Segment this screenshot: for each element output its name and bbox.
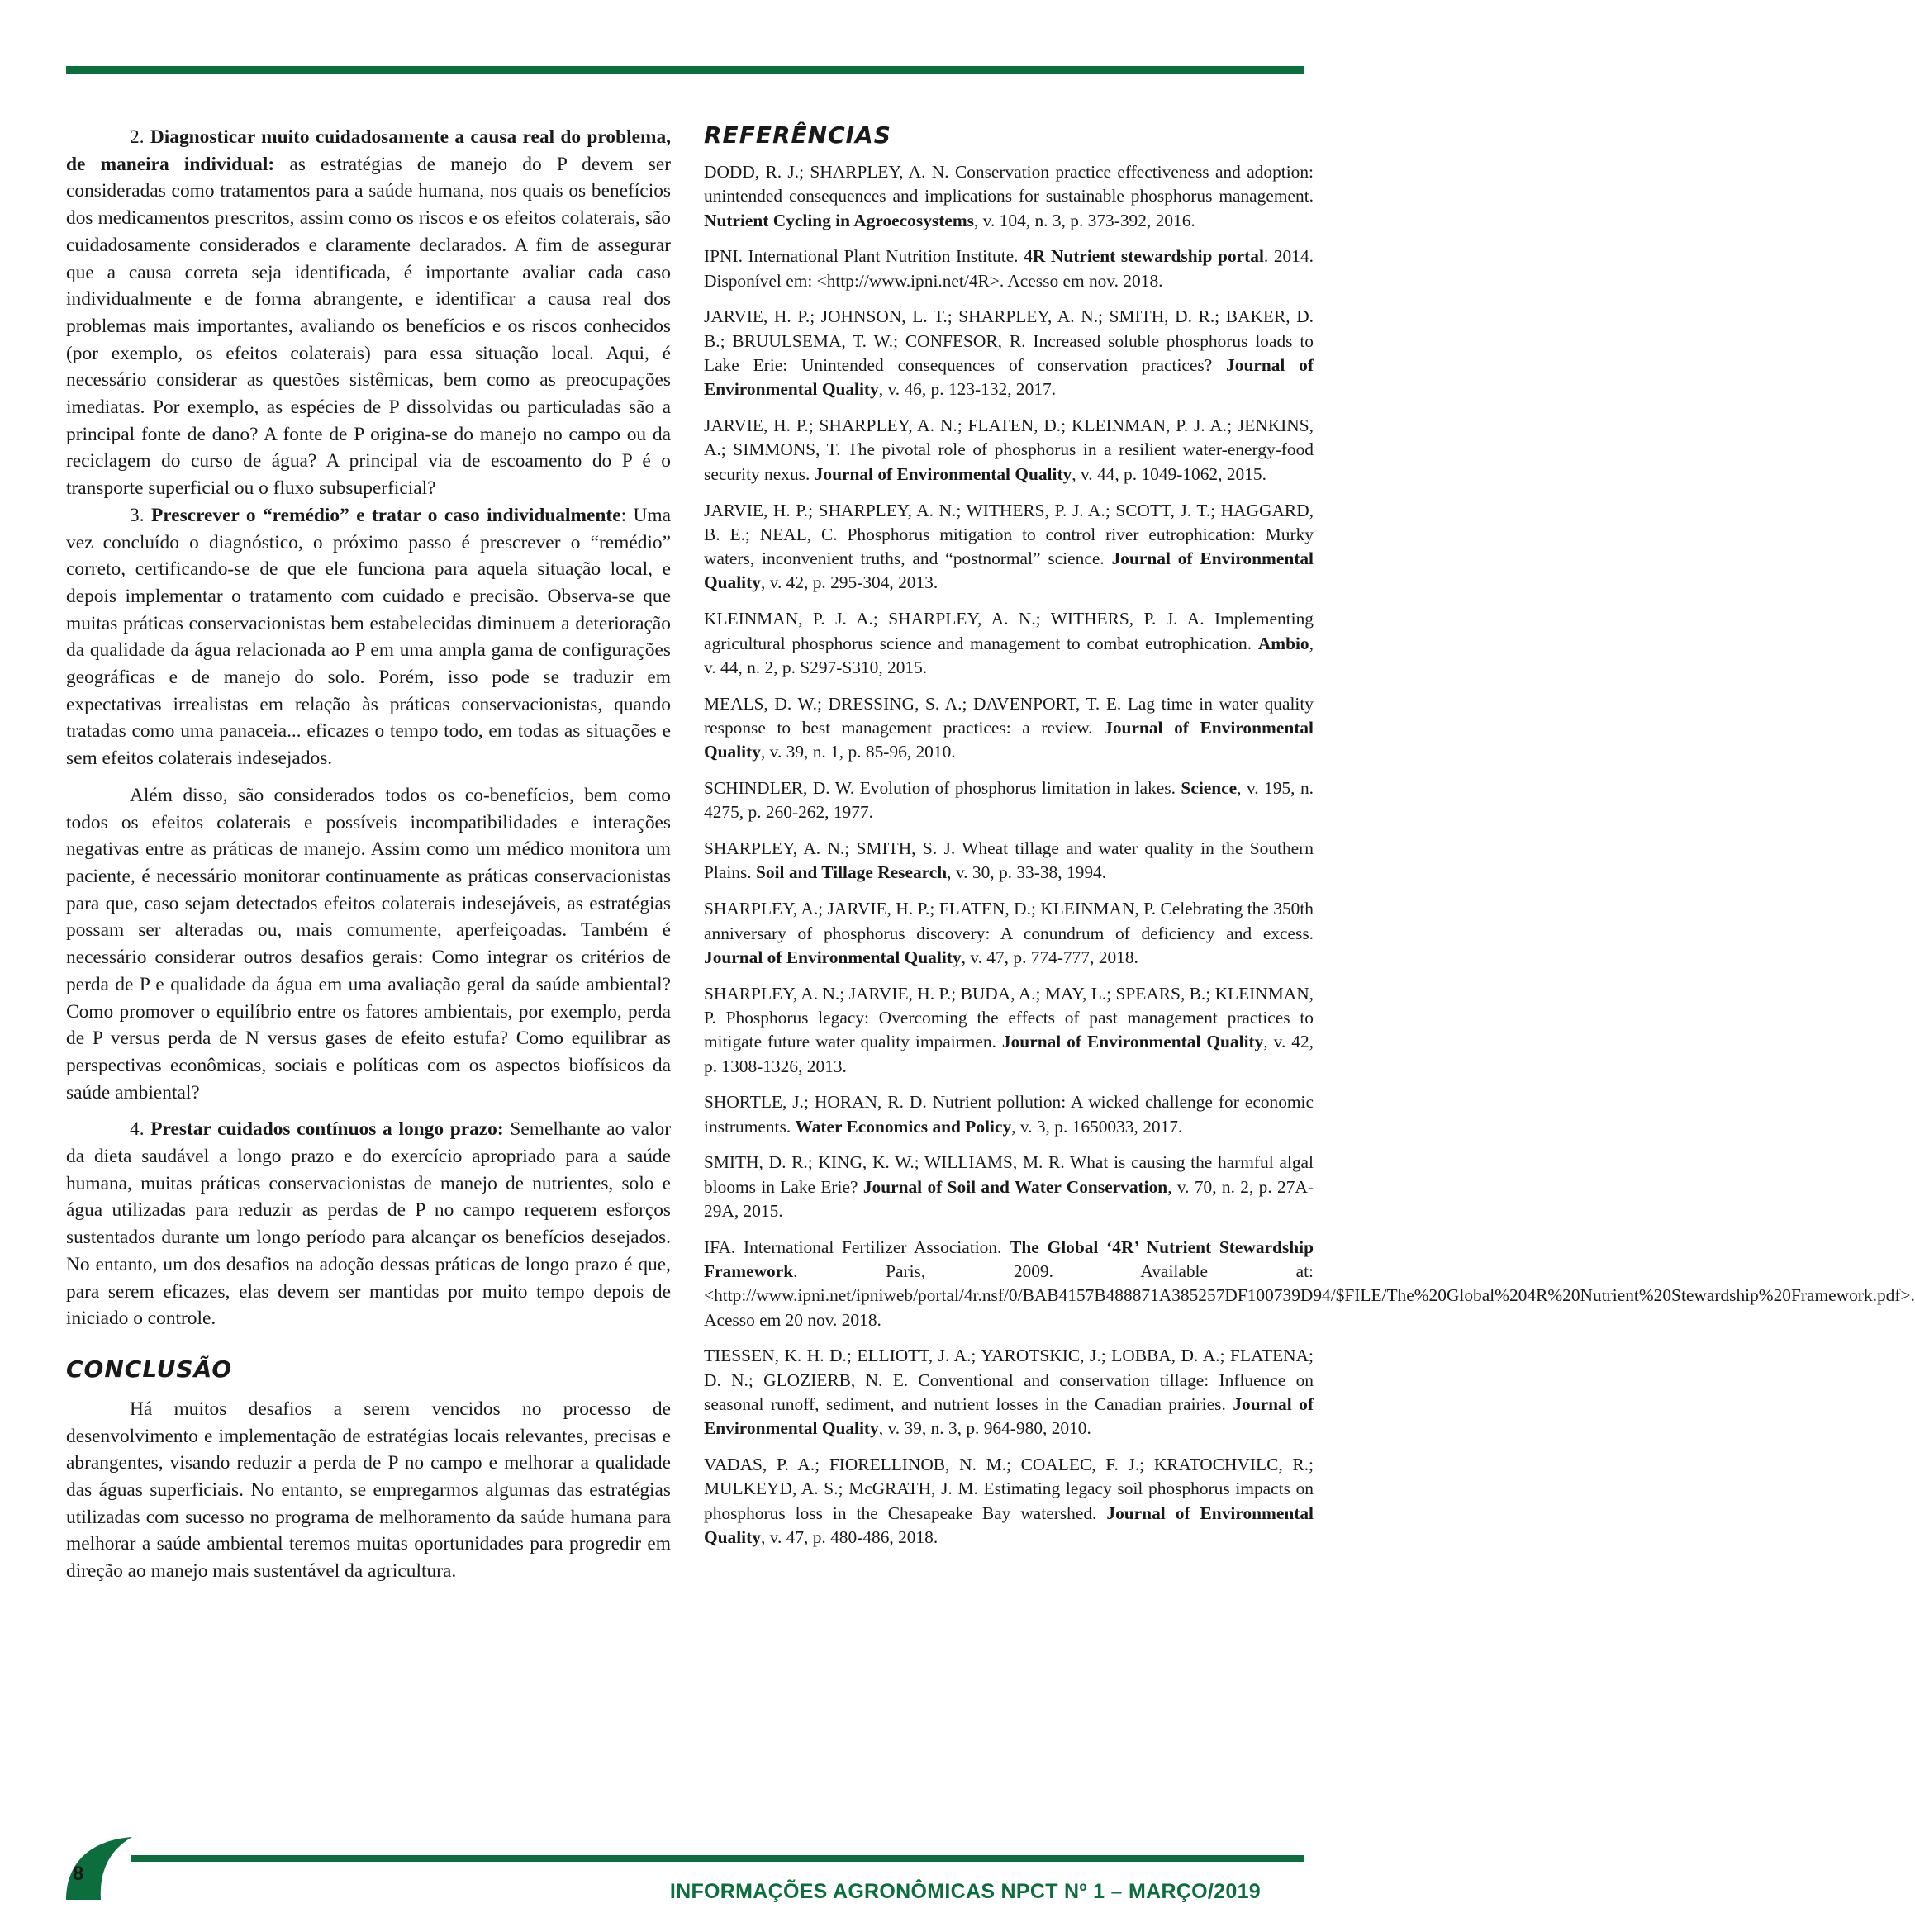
reference-item: MEALS, D. W.; DRESSING, S. A.; DAVENPORT, T. E. Lag time in water quality response to best management practices: a review. Journal of Environmental Quality, v. 39, n. 1, p. 85-96, 2010. (704, 693, 1314, 762)
reference-item: IPNI. International Plant Nutrition Institute. 4R Nutrient stewardship portal. 2014. Disponível em: <http://www.ipni.net/4R>. Acesso em nov. 2018. (704, 246, 1314, 291)
reference-source: Ambio (1257, 633, 1309, 653)
reference-item: TIESSEN, K. H. D.; ELLIOTT, J. A.; YAROTSKIC, J.; LOBBA, D. A.; FLATENA; D. N.; GLOZIERB, N. E. Conventional and conservation tillage: Influence on seasonal runoff, sediment, and nutrient losses in the Canadian prairies. Journal of Environmental Quality, v. 39, n. 3, p. 964-980, 2010. (704, 1346, 1314, 1439)
reference-source: Journal of Environmental Quality (1001, 1032, 1264, 1052)
reference-source: Journal of Environmental Quality (704, 548, 1314, 593)
reference-item: VADAS, P. A.; FIORELLINOB, N. M.; COALEC, F. J.; KRATOCHVILC, R.; MULKEYD, A. S.; McGRATH, J. M. Estimating legacy soil phosphorus impacts on phosphorus loss in the Chesapeake Bay watershed. Journal of Environmental Quality, v. 47, p. 480-486, 2018. (704, 1455, 1314, 1548)
reference-item: IFA. International Fertilizer Association. The Global ‘4R’ Nutrient Stewardship Framework. Paris, 2009. Available at: <http://www.ipni.net/ipniweb/portal/4r.nsf/0/BAB4157B488871A385257DF100739D94/$FILE/The%20Global%204R%20Nutrient%20Stewardship%20Framework.pdf>. Acesso em 20 nov. 2018. (704, 1237, 1915, 1330)
reference-source: Science (1181, 778, 1238, 799)
reference-source: Journal of Environmental Quality (704, 355, 1314, 400)
top-rule (66, 66, 1304, 74)
conclusion-title: CONCLUSÃO (66, 1355, 233, 1383)
reference-source: The Global ‘4R’ Nutrient Stewardship Framework (704, 1237, 1314, 1282)
reference-list (704, 160, 1915, 1550)
paragraph-heading: Prescrever o “remédio” e tratar o caso individualmente (150, 504, 621, 526)
paragraph-diagnose: 2. Diagnosticar muito cuidadosamente a causa real do problema, de maneira individual: as estratégias de manejo do P devem ser consideradas como tratamentos para a saúde humana, nos quais os benefícios dos medicamentos prescritos, assim como os riscos e os efeitos colaterais, são cuidadosamente considerados e claramente declarados. A fim de assegurar que a causa correta seja identificada, é importante avaliar cada caso individualmente e de forma abrangente, e identificar a causa real dos problemas mais importantes, avaliando os benefícios e os riscos conhecidos (por exemplo, os efeitos colaterais) para essa situação local. Aqui, é necessário considerar as questões sistêmicas, bem como as preocupações imediatas. Por exemplo, as espécies de P dissolvidas ou particuladas são a principal fonte de dano? A fonte de P origina-se do manejo no campo ou da reciclagem do curso de água? A principal via de escoamento do P é o transporte superficial ou o fluxo subsuperficial? (66, 126, 671, 500)
leaf-logo-icon (59, 1835, 135, 1901)
paragraph-heading: Prestar cuidados contínuos a longo prazo: (150, 1118, 504, 1141)
references-column (704, 121, 1915, 1562)
reference-source: Nutrient Cycling in Agroecosystems (704, 210, 974, 230)
reference-item: SCHINDLER, D. W. Evolution of phosphorus limitation in lakes. Science, v. 195, n. 4275, p. 260-262, 1977. (704, 778, 1314, 823)
reference-item: SMITH, D. R.; KING, K. W.; WILLIAMS, M. R. What is causing the harmful algal blooms in Lake Erie? Journal of Soil and Water Conservation, v. 70, n. 2, p. 27A-29A, 2015. (704, 1152, 1314, 1221)
reference-source: Journal of Environmental Quality (704, 717, 1314, 762)
paragraph-prescribe: 3. Prescrever o “remédio” e tratar o caso individualmente: Uma vez concluído o diagnóstico, o próximo passo é prescrever o “remédio” correto, certificando-se de que ele funciona para aquela situação local, e depois implementar o tratamento com cuidado e precisão. Observa-se que muitas práticas conservacionistas bem estabelecidas diminuem a deterioração da qualidade da água relacionada ao P em uma ampla gama de configurações geográficas e de manejo do solo. Porém, isso pode se traduzir em expectativas irrealistas em relação às práticas conservacionistas, quando tratadas como uma panaceia... eficazes o tempo todo, em todas as situações e sem efeitos colaterais indesejados. (66, 504, 671, 770)
paragraph-cobenefits: Além disso, são considerados todos os co-benefícios, bem como todos os efeitos colaterais e possíveis incompatibilidades e interações negativas entre as práticas de manejo. Assim como um médico monitora um paciente, é necessário monitorar continuamente as práticas conservacionistas para que, caso sejam detectados efeitos colaterais indesejáveis, as estratégias possam ser alteradas ou, mais comumente, aperfeiçoadas. Também é necessário considerar outros desafios gerais: Como integrar os critérios de perda de P e qualidade da água em uma avaliação geral da saúde ambiental? Como promover o equilíbrio entre os fatores ambientais, por exemplo, perda de P versus perda de N versus gases de efeito estufa? Como equilibrar as perspectivas econômicas, sociais e políticas com os aspectos biofísicos da saúde ambiental? (66, 784, 671, 1104)
reference-source: Water Economics and Policy (795, 1116, 1012, 1137)
reference-item: JARVIE, H. P.; SHARPLEY, A. N.; WITHERS, P. J. A.; SCOTT, J. T.; HAGGARD, B. E.; NEAL, C. Phosphorus mitigation to control river eutrophication: Murky waters, inconvenient truths, and “postnormal” science. Journal of Environmental Quality, v. 42, p. 295-304, 2013. (704, 500, 1314, 593)
paragraph-heading: Diagnosticar muito cuidadosamente a causa real do problema, de maneira individual: (66, 126, 671, 175)
reference-item: KLEINMAN, P. J. A.; SHARPLEY, A. N.; WITHERS, P. J. A. Implementing agricultural phosphorus science and management to combat eutrophication. Ambio, v. 44, n. 2, p. S297-S310, 2015. (704, 609, 1314, 677)
publication-footer: INFORMAÇÕES AGRONÔMICAS NPCT Nº 1 – MARÇO/2019 (669, 1880, 1261, 1903)
reference-item: DODD, R. J.; SHARPLEY, A. N. Conservation practice effectiveness and adoption: unintended consequences and implications for sustainable phosphorus management. Nutrient Cycling in Agroecosystems, v. 104, n. 3, p. 373-392, 2016. (704, 162, 1314, 230)
reference-item: SHARPLEY, A.; JARVIE, H. P.; FLATEN, D.; KLEINMAN, P. Celebrating the 350th anniversary of phosphorus discovery: A conundrum of deficiency and excess. Journal of Environmental Quality, v. 47, p. 774-777, 2018. (704, 899, 1314, 967)
page-number: 8 (73, 1863, 84, 1885)
reference-item: JARVIE, H. P.; JOHNSON, L. T.; SHARPLEY, A. N.; SMITH, D. R.; BAKER, D. B.; BRUULSEMA, T. W.; CONFESOR, R. Increased soluble phosphorus loads to Lake Erie: Unintended consequences of conservation practices? Journal of Environmental Quality, v. 46, p. 123-132, 2017. (704, 306, 1314, 400)
reference-item: SHARPLEY, A. N.; JARVIE, H. P.; BUDA, A.; MAY, L.; SPEARS, B.; KLEINMAN, P. Phosphorus legacy: Overcoming the effects of past management practices to mitigate future water quality impairmen. Journal of Environmental Quality, v. 42, p. 1308-1326, 2013. (704, 983, 1314, 1076)
bottom-rule (131, 1855, 1304, 1862)
reference-source: Journal of Environmental Quality (704, 1502, 1314, 1548)
left-column (66, 124, 671, 1585)
reference-source: Journal of Environmental Quality (704, 1394, 1314, 1439)
paragraph-long-term-care: 4. Prestar cuidados contínuos a longo prazo: Semelhante ao valor da dieta saudável a longo prazo e do exercício apropriado para a saúde humana, muitas práticas conservacionistas de manejo de nutrientes, solo e água utilizadas para reduzir as perdas de P no campo requerem esforços sustentados durante um longo período para alcançar os benefícios desejados. No entanto, um dos desafios na adoção dessas práticas de longo prazo é que, para serem eficazes, elas devem ser mantidas por muito tempo depois de iniciado o controle. (66, 1118, 671, 1330)
reference-source: Journal of Environmental Quality (704, 947, 962, 967)
reference-source: Journal of Environmental Quality (814, 463, 1072, 484)
reference-item: SHARPLEY, A. N.; SMITH, S. J. Wheat tillage and water quality in the Southern Plains. Soil and Tillage Research, v. 30, p. 33-38, 1994. (704, 838, 1314, 883)
reference-source: Journal of Soil and Water Conservation (862, 1176, 1168, 1197)
references-title: REFERÊNCIAS (704, 121, 891, 149)
conclusion-paragraph: Há muitos desafios a serem vencidos no processo de desenvolvimento e implementação de estratégias locais relevantes, precisas e abrangentes, visando reduzir a perda de P no campo e melhorar a qualidade das águas superficiais. No entanto, se empregarmos algumas das estratégias utilizadas com sucesso no programa de melhoramento da saúde humana para melhorar a saúde ambiental teremos muitas oportunidades para progredir em direção ao manejo mais sustentável da agricultura. (66, 1398, 671, 1583)
reference-source: 4R Nutrient stewardship portal (1024, 246, 1264, 267)
reference-item: SHORTLE, J.; HORAN, R. D. Nutrient pollution: A wicked challenge for economic instruments. Water Economics and Policy, v. 3, p. 1650033, 2017. (704, 1092, 1314, 1137)
reference-item: JARVIE, H. P.; SHARPLEY, A. N.; FLATEN, D.; KLEINMAN, P. J. A.; JENKINS, A.; SIMMONS, T. The pivotal role of phosphorus in a resilient water-energy-food security nexus. Journal of Environmental Quality, v. 44, p. 1049-1062, 2015. (704, 415, 1314, 484)
reference-source: Soil and Tillage Research (756, 862, 948, 883)
